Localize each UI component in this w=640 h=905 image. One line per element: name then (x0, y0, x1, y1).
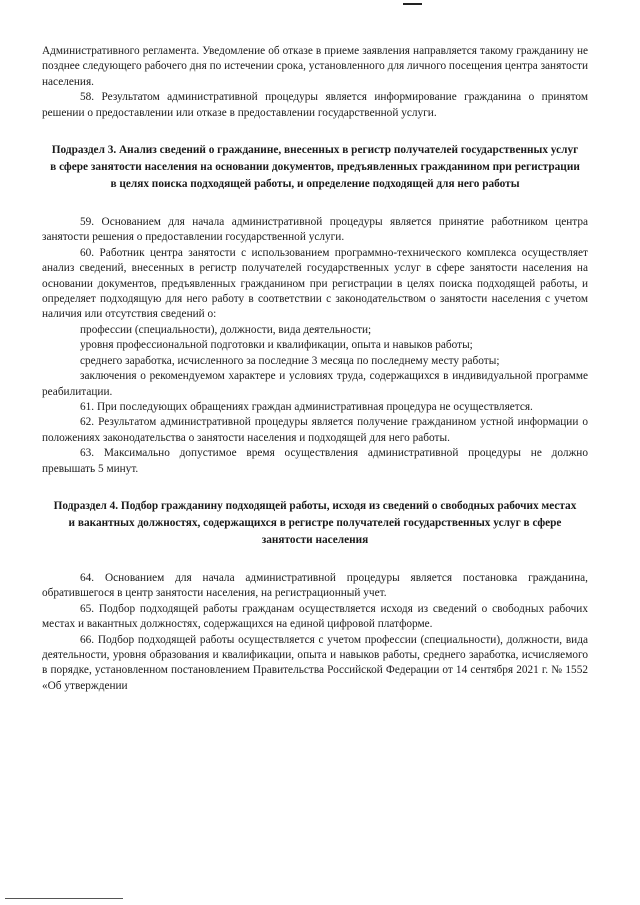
paragraph-64: 64. Основанием для начала административной процедуры является постановка гражданина, обратившегося в центр занятости населения, на регистрационный учет. (42, 571, 588, 600)
paragraph-65: 65. Подбор подходящей работы гражданам осуществляется исходя из сведений о свободных рабочих местах и вакантных должностях, содержащихся на единой цифровой платформе. (42, 602, 588, 631)
paragraph-58: 58. Результатом административной процедуры является информирование гражданина о принятом решении о предоставлении или отказе в предоставлении государственной услуги. (42, 91, 588, 119)
list-item-rehabilitation: заключения о рекомендуемом характере и условиях труда, содержащихся в индивидуальной программе реабилитации. (42, 370, 588, 398)
page-top-mark (403, 3, 422, 5)
paragraph-59: 59. Основанием для начала административной процедуры является принятие работником центра занятости решения о предоставлении государственной услуги. (42, 216, 588, 244)
list-item-qualification: уровня профессиональной подготовки и квалификации, опыта и навыков работы; (80, 339, 473, 352)
footer-rule (5, 898, 123, 899)
list-item-salary: среднего заработка, исчисленного за последние 3 месяца по последнему месту работы; (80, 354, 500, 367)
list-item-profession: профессии (специальности), должности, вида деятельности; (80, 323, 372, 336)
paragraph-60: 60. Работник центра занятости с использованием программно-технического комплекса осуществляет анализ сведений, внесенных в регистр получателей государственных услуг в сфере занятости населения на основании документов, предъявленных гражданином при регистрации в целях поиска подходящей работы, и определяет подходящую для него работу в соответствии с законодательством о занятости населения с учетом наличия или отсутствия сведений о: (42, 246, 588, 321)
paragraph-62: 62. Результатом административной процедуры является получение гражданином устной информации о положениях законодательства о занятости населения и подходящей для него работы. (42, 416, 588, 444)
paragraph-61: 61. При последующих обращениях граждан административная процедура не осуществляется. (80, 400, 533, 413)
document-body (42, 44, 588, 694)
section-4-heading: Подраздел 4. Подбор гражданину подходящей работы, исходя из сведений о свободных рабочих местах и вакантных должностях, содержащихся в регистре получателей государственных услуг в сфере занятости населения (53, 499, 577, 546)
paragraph-57-continuation: Административного регламента. Уведомление об отказе в приеме заявления направляется такому гражданину не позднее следующего рабочего дня по истечении срока, установленного для личного посещения центра занятости населения. (42, 45, 588, 88)
paragraph-63: 63. Максимально допустимое время осуществления административной процедуры не должно превышать 5 минут. (42, 447, 588, 475)
paragraph-66: 66. Подбор подходящей работы осуществляется с учетом профессии (специальности), должности, вида деятельности, уровня образования и квалификации, опыта и навыков работы, среднего заработка, исчисляемого в порядке, установленном постановлением Правительства Российской Федерации от 14 сентября 2021 г. № 1552 «Об утверждении (42, 633, 588, 692)
section-3-heading: Подраздел 3. Анализ сведений о гражданине, внесенных в регистр получателей государственных услуг в сфере занятости населения на основании документов, предъявленных гражданином при регистрации в целях поиска подходящей работы, и определение подходящей для него работы (50, 144, 580, 191)
